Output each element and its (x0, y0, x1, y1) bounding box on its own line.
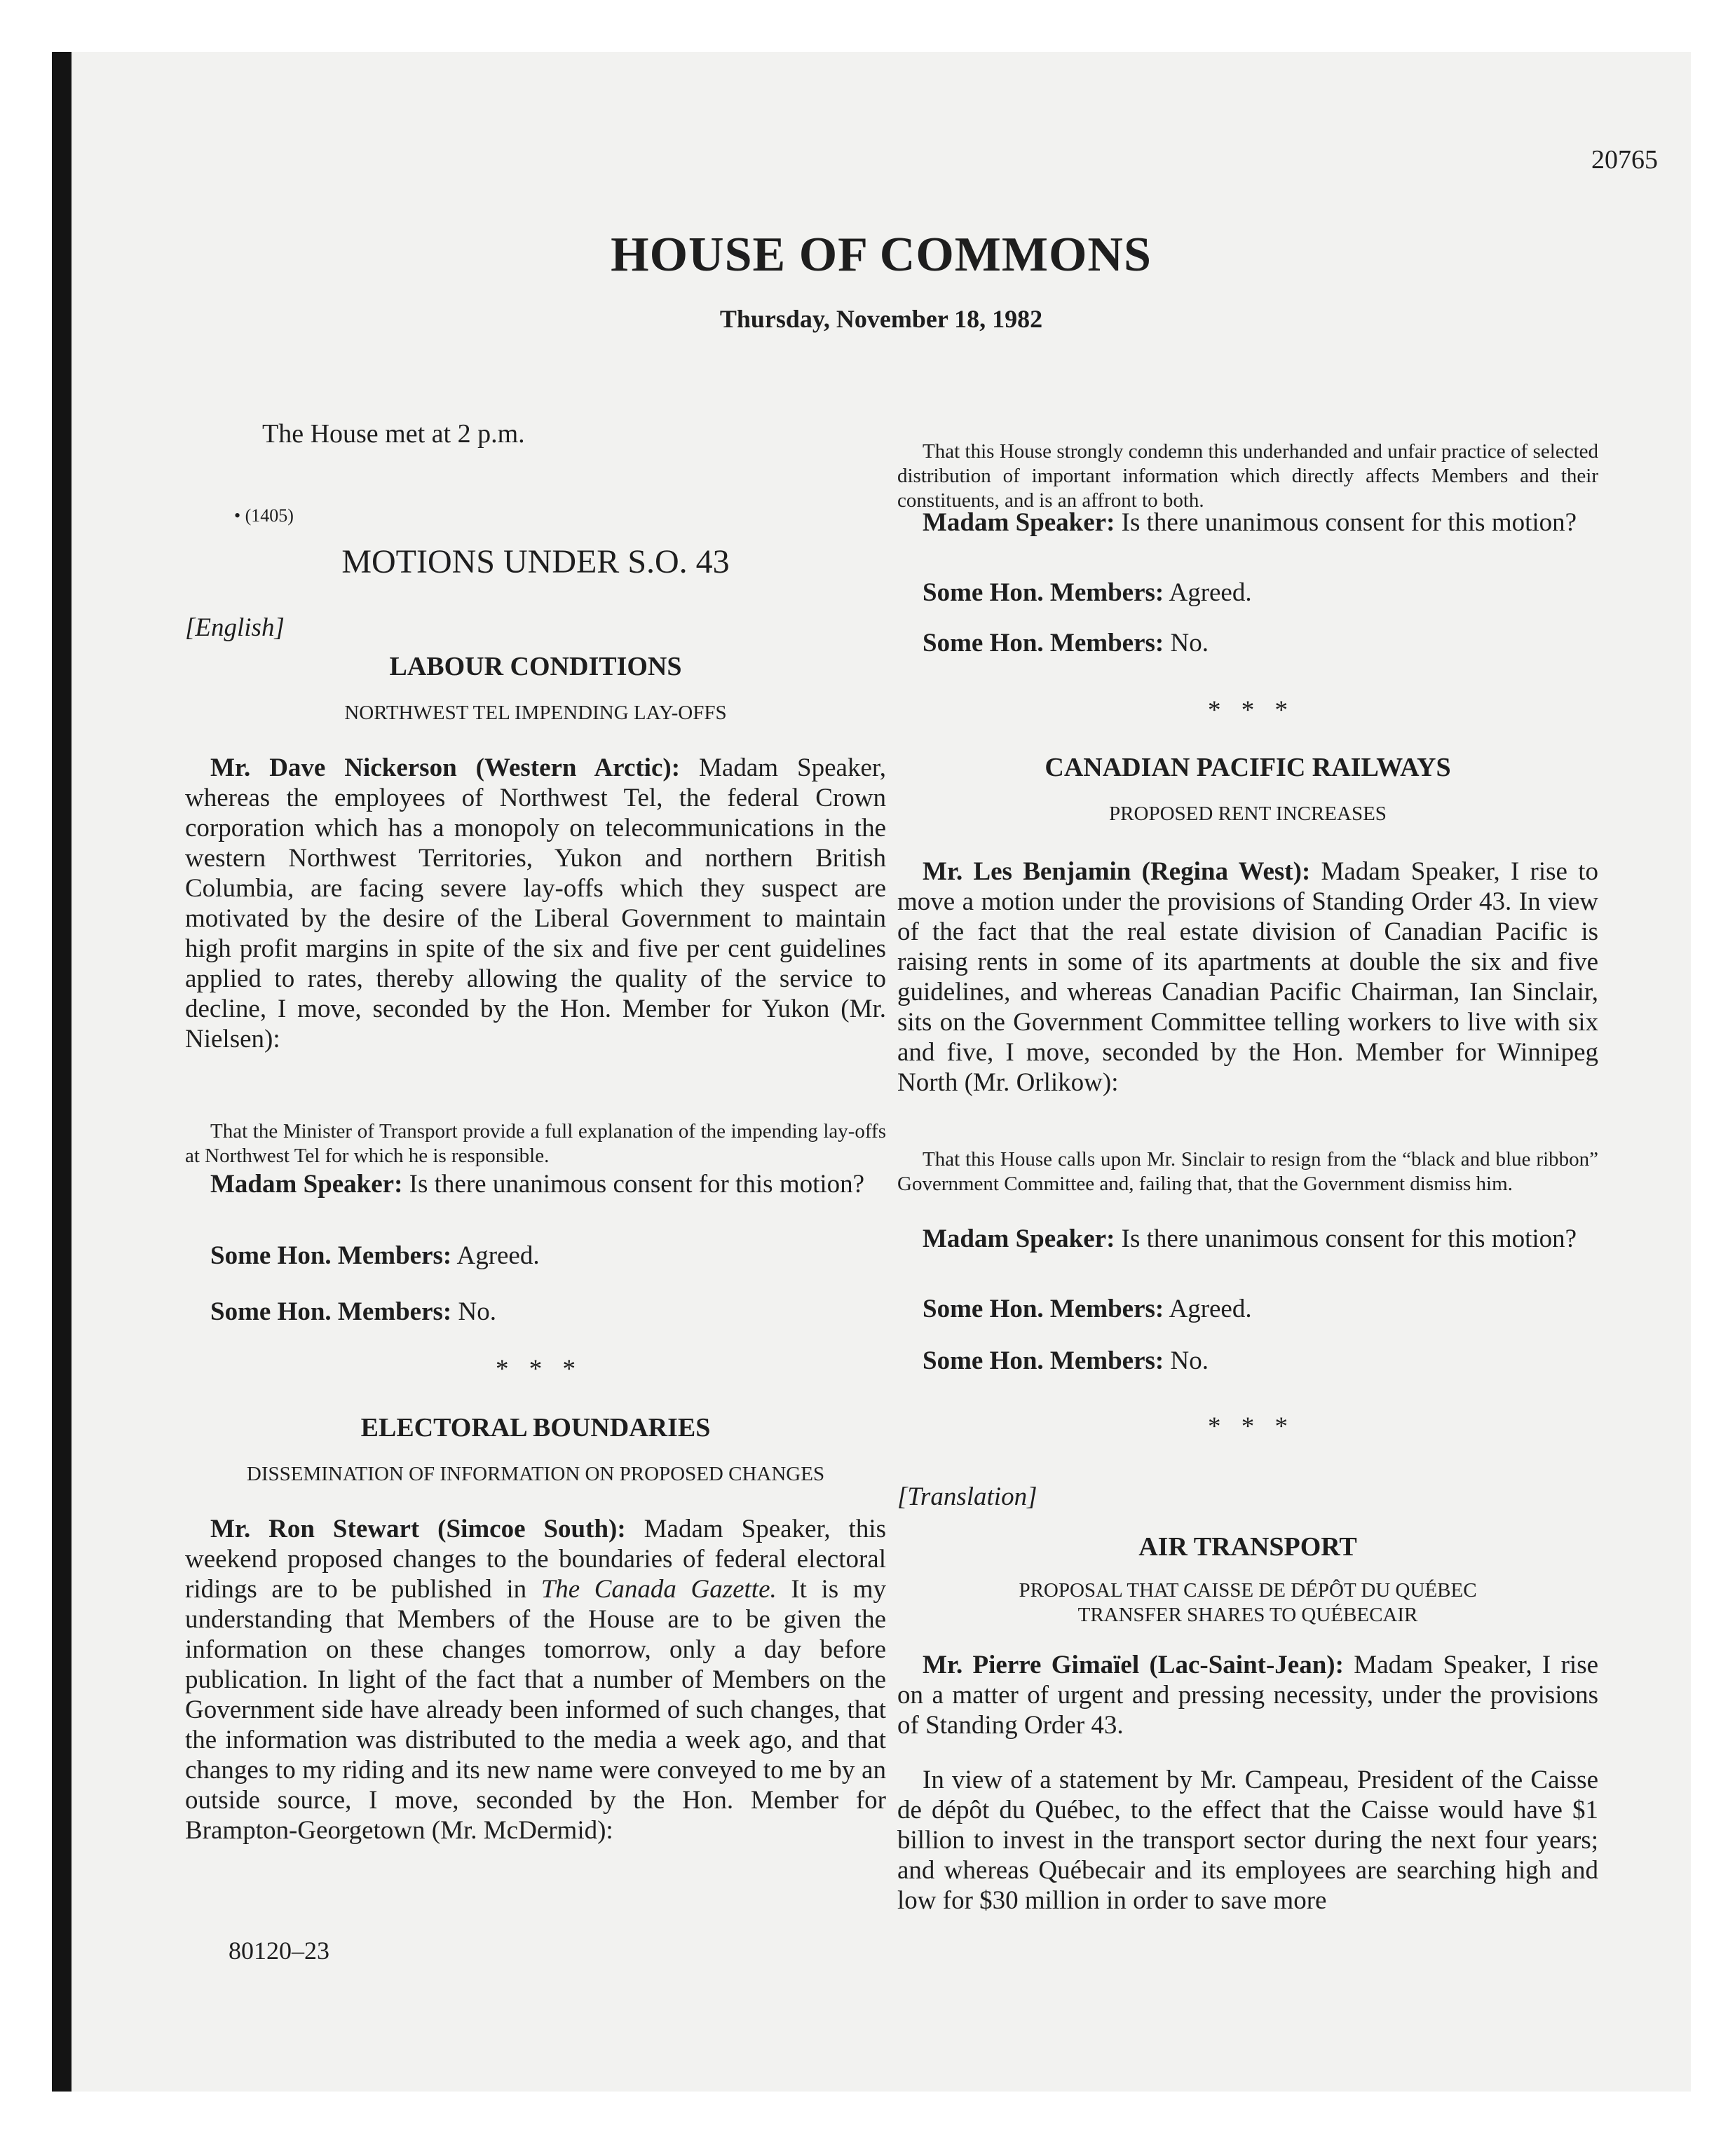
speech-text: Madam Speaker, whereas the employees of Northwest Tel, the federal Crown corporation which has a monopoly on telecommunications in the western Northwest Territories, Yukon and northern British Columbia, are facing severe lay-offs which they suspect are motivated by the desire of the Liberal Government to maintain high profit margins in spite of the six and five per cent guidelines applied to rates, thereby allowing the quality of the service to decline, I move, seconded by the Hon. Member for Yukon (Mr. Nielsen): (185, 753, 886, 1053)
section-title-air: AIR TRANSPORT (1138, 1532, 1357, 1562)
speaker-question (897, 1224, 1598, 1254)
members-reply-no (897, 628, 1598, 658)
section-subtitle-air: PROPOSAL THAT CAISSE DE DÉPÔT DU QUÉBEC TRANSFER SHARES TO QUÉBECAIR (1019, 1579, 1477, 1626)
speech-text: Madam Speaker, I rise on a matter of urgent and pressing necessity, under the provisions of Standing Order 43. (897, 1651, 1599, 1740)
page-number: 20765 (1591, 145, 1658, 175)
document-date: Thursday, November 18, 1982 (719, 305, 1043, 333)
document-page (52, 52, 1691, 2092)
section-separator: * * * (496, 1355, 576, 1384)
speaker-name: Some Hon. Members: (923, 578, 1164, 607)
speech-text: Agreed. (1169, 578, 1252, 607)
section-subtitle-electoral: DISSEMINATION OF INFORMATION ON PROPOSED CHANGES (246, 1463, 825, 1485)
section-subtitle-cpr: PROPOSED RENT INCREASES (1109, 803, 1387, 825)
speaker-name: Madam Speaker: (923, 508, 1115, 537)
members-reply-agreed (897, 1294, 1598, 1324)
section-separator: * * * (1208, 1412, 1288, 1441)
speech-gimaiel (897, 1650, 1598, 1740)
publication-title: The Canada Gazette. (540, 1575, 777, 1604)
motions-heading: MOTIONS UNDER S.O. 43 (341, 543, 730, 580)
motion-text-labour: That the Minister of Transport provide a full explanation of the impending lay-offs at Northwest Tel for which he is responsible. (185, 1120, 886, 1167)
speech-nickerson (185, 753, 886, 1054)
speaker-name: Mr. Dave Nickerson (Western Arctic): (210, 753, 681, 782)
speaker-name: Some Hon. Members: (923, 1346, 1164, 1375)
speaker-name: Some Hon. Members: (923, 629, 1164, 657)
speaker-name: Mr. Ron Stewart (Simcoe South): (210, 1515, 626, 1543)
language-tag-english: [English] (185, 613, 285, 642)
speaker-name: Mr. Les Benjamin (Regina West): (923, 857, 1311, 886)
members-reply-no (897, 1346, 1598, 1376)
section-title-cpr: CANADIAN PACIFIC RAILWAYS (1045, 753, 1451, 782)
speech-text: It is my understanding that Members of the House are to be given the information on these changes tomorrow, only a day before publication. In light of the fact that a number of Members on the Government side have already been informed of such changes, that the information was distributed to the media a week ago, and that changes to my riding and its new name were conveyed to me by an outside source, I move, seconded by the Hon. Member for Brampton-Georgetown (Mr. McDermid): (185, 1575, 887, 1845)
speech-text: No. (458, 1297, 496, 1326)
language-tag-translation: [Translation] (897, 1482, 1037, 1511)
speech-benjamin (897, 857, 1598, 1098)
members-reply-agreed (897, 578, 1598, 608)
speech-text: No. (1170, 1346, 1209, 1375)
speaker-name: Madam Speaker: (923, 1224, 1115, 1253)
speech-text: Agreed. (456, 1241, 540, 1270)
section-title-electoral: ELECTORAL BOUNDARIES (360, 1413, 711, 1442)
footer-code: 80120–23 (229, 1937, 329, 1965)
speaker-name: Madam Speaker: (210, 1170, 403, 1199)
speaker-question (897, 507, 1598, 538)
members-reply-agreed (185, 1241, 886, 1271)
speech-text: Is there unanimous consent for this motion? (1121, 1224, 1577, 1253)
time-marker: • (1405) (234, 505, 294, 526)
speaker-name: Mr. Pierre Gimaïel (Lac-Saint-Jean): (923, 1651, 1344, 1679)
speech-text: Is there unanimous consent for this motion? (409, 1170, 865, 1199)
section-separator: * * * (1208, 696, 1288, 725)
speech-text: Is there unanimous consent for this motion? (1121, 508, 1577, 537)
motion-text-cpr: That this House calls upon Mr. Sinclair to resign from the “black and blue ribbon” Government Committee and, failing that, that the Government dismiss him. (897, 1148, 1598, 1195)
speech-text: No. (1170, 629, 1209, 657)
speaker-question (185, 1169, 886, 1199)
speech-text: Agreed. (1169, 1295, 1252, 1323)
speech-gimaiel-continued: In view of a statement by Mr. Campeau, President of the Caisse de dépôt du Québec, to the effect that the Caisse would have $1 billion to invest in the transport sector during the next four years; and whereas Québecair and its employees are searching high and low for $30 million in order to save more (897, 1766, 1598, 1915)
motion-text-electoral: That this House strongly condemn this underhanded and unfair practice of selected distribution of important information which directly affects Members and their constituents, and is an affront to both. (897, 440, 1598, 512)
speech-text: Madam Speaker, I rise to move a motion under the provisions of Standing Order 43. In view of the fact that the real estate division of Canadian Pacific is raising rents in some of its apartments at double the six and five guidelines, and whereas Canadian Pacific Chairman, Ian Sinclair, sits on the Government Committee telling workers to live with six and five, I move, seconded by the Hon. Member for Winnipeg North (Mr. Orlikow): (897, 857, 1599, 1097)
section-title-labour: LABOUR CONDITIONS (389, 652, 682, 681)
speaker-name: Some Hon. Members: (210, 1241, 452, 1270)
document-title: HOUSE OF COMMONS (611, 228, 1152, 282)
speaker-name: Some Hon. Members: (210, 1297, 452, 1326)
speech-text: Madam Speaker, this weekend proposed changes to the boundaries of federal electoral ridings are to be published in (185, 1515, 887, 1604)
speech-stewart (185, 1514, 886, 1845)
section-subtitle-labour: NORTHWEST TEL IMPENDING LAY-OFFS (344, 702, 727, 724)
members-reply-no (185, 1297, 886, 1327)
speaker-name: Some Hon. Members: (923, 1295, 1164, 1323)
house-met-line: The House met at 2 p.m. (262, 419, 525, 449)
